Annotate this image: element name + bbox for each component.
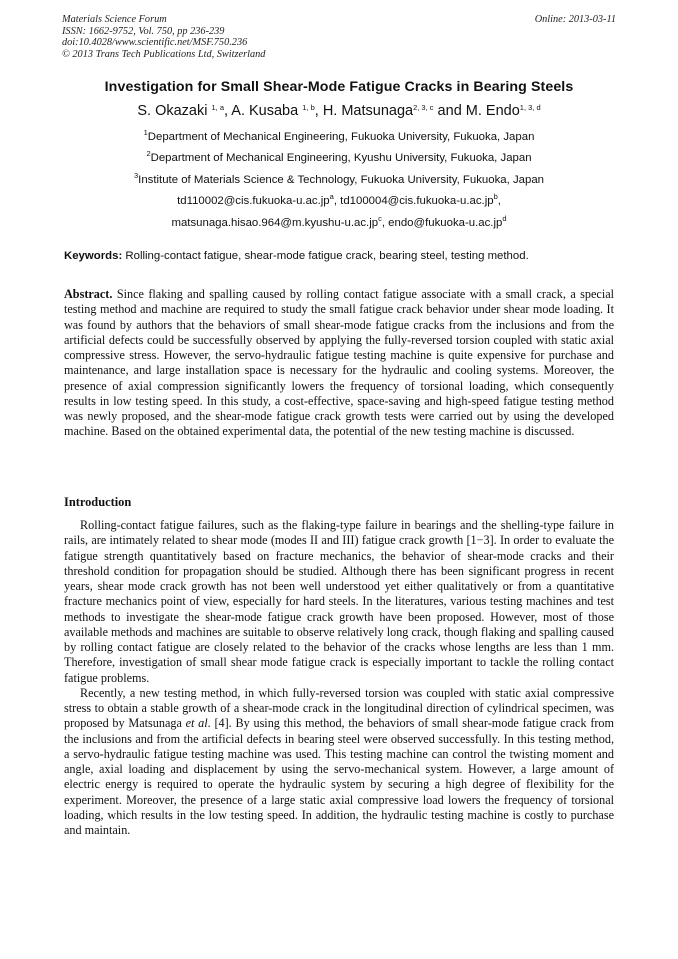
email-address: endo@fukuoka-u.ac.jp [388,217,503,229]
author-name: H. Matsunaga [322,103,414,119]
online-date: Online: 2013-03-11 [534,14,616,25]
intro-p2-text: Recently, a new testing method, in which fully-reversed torsion was coupled with static axial compressive stress to obtain a stable growth of a shear-mode crack in the longitudinal direction of cylindrical specimen, was proposed by Matsunaga [64,685,614,731]
abstract [64,287,614,440]
abstract-label: Abstract. [64,287,113,301]
author-affiliation-mark: 1, 3, d [519,103,541,112]
section-heading-introduction: Introduction [64,495,132,509]
affiliation-text: Department of Mechanical Engineering, Kyushu University, Fukuoka, Japan [150,152,532,164]
author-affiliation-mark: 1, b [302,103,315,112]
intro-paragraph-2 [64,686,614,839]
affiliation-mark: 1 [143,128,148,137]
keywords-text: Rolling-contact fatigue, shear-mode fatigue crack, bearing steel, testing method. [125,250,529,262]
introduction-body [64,518,614,838]
author-name: S. Okazaki [137,103,208,119]
intro-paragraph-1: Rolling-contact fatigue failures, such as the flaking-type failure in bearings and the shelling-type failure in rails, are intimately related to shear mode (modes II and III) fatigue crack growth [1−3]. In order to evaluate the fatigue strength quantitatively based on fracture mechanics, the behavior of shear-mode cracks and their threshold condition for propagation should be studied. Although there has been significant progress in recent years, shear mode crack growth has not been well understood yet either qualitatively or from a quantitative fracture mechanics point of view, especially for hard steels. In the literatures, various testing machines and test methods to investigate the shear-mode fatigue crack growth have been proposed. However, most of those available methods and machines are suitable to observe relatively long crack, though flaking and spalling caused by rolling contact fatigue are closely related to the behavior of the cracks whose lengths are less than 1 mm. Therefore, investigation of small shear mode fatigue crack is especially important to tackle the rolling contact fatigue problems. [64,518,614,685]
affiliation-mark: 3 [133,171,139,180]
publication-header [62,14,616,60]
affiliation-mark: 2 [146,149,151,158]
doi-line: doi:10.4028/www.scientific.net/MSF.750.236 [62,37,248,49]
author-name: M. Endo [465,103,520,119]
affiliation-2 [50,149,628,164]
affiliation-1 [50,128,628,143]
affiliation-text: Institute of Materials Science & Technology, Fukuoka University, Fukuoka, Japan [138,174,544,186]
intro-p2-italic: et al [185,716,208,731]
issn-line: ISSN: 1662-9752, Vol. 750, pp 236-239 [62,25,225,37]
email-separator: , [497,195,501,207]
author-separator: , [224,103,232,119]
affiliation-3 [50,171,628,186]
author-list [50,103,628,119]
keywords-label: Keywords: [64,250,123,262]
email-separator: , [381,217,389,229]
email-separator: , [333,195,341,207]
affiliation-text: Department of Mechanical Engineering, Fukuoka University, Fukuoka, Japan [147,131,535,143]
email-address: td100004@cis.fukuoka-u.ac.jp [340,195,494,207]
journal-name: Materials Science Forum [62,14,167,25]
paper-title: Investigation for Small Shear-Mode Fatigue Cracks in Bearing Steels [104,79,574,95]
abstract-text: Since flaking and spalling caused by rolling contact fatigue associate with a small crack, a special testing method and machine are required to study the small fatigue crack behavior under shear mode loading. It was found by authors that the behaviors of small shear-mode fatigue cracks from the inclusions and from the artificial defects could be successfully observed by applying the fully-reversed torsion coupled with static axial compressive stress. However, the servo-hydraulic fatigue testing machine is quite expensive for purchase and maintenance, and large installation space is necessary for the hydraulic and cooling systems. Moreover, the presence of axial compression significantly lowers the frequency of torsional loading, which consequently results in low testing speed. In this study, a cost-effective, space-saving and high-speed fatigue testing method was newly proposed, and the shear-mode fatigue crack growth tests were carried out by using the developed machine. Based on the obtained experimental data, the potential of the new testing machine is discussed. [64,287,615,439]
author-separator: , [314,103,323,119]
email-mark: c [378,214,382,223]
author-affiliation-mark: 1, a [211,103,225,112]
email-mark: d [502,214,507,223]
email-line-2 [50,214,628,229]
email-address: matsunaga.hisao.964@m.kyushu-u.ac.jp [171,217,379,229]
email-mark: b [493,192,498,201]
keywords [64,250,624,262]
email-line-1 [50,192,628,207]
intro-p2-text: . [4]. By using this method, the behaviors of small shear-mode fatigue crack from the inclusions and from the artificial defects in bearing steel were observed successfully. In this testing method, a servo-hydraulic fatigue testing machine was used. This testing machine can control the twisting moment and angle, axial loading and displacement by using the servo-mechanical system. However, a large amount of electric energy is required to operate the hydraulic system by securing a high degree of flexibility for the experiment. Moreover, the presence of a large static axial compressive load lowers the frequency of torsional loading, which results in the low testing speed. In addition, the hydraulic testing machine is costly to purchase and maintain. [64,716,615,837]
author-name: A. Kusaba [231,103,299,119]
copyright-line: © 2013 Trans Tech Publications Ltd, Switzerland [62,48,266,60]
email-address: td110002@cis.fukuoka-u.ac.jp [177,195,330,207]
author-separator: and [433,103,466,119]
email-mark: a [329,192,334,201]
author-affiliation-mark: 2, 3, c [413,103,434,112]
